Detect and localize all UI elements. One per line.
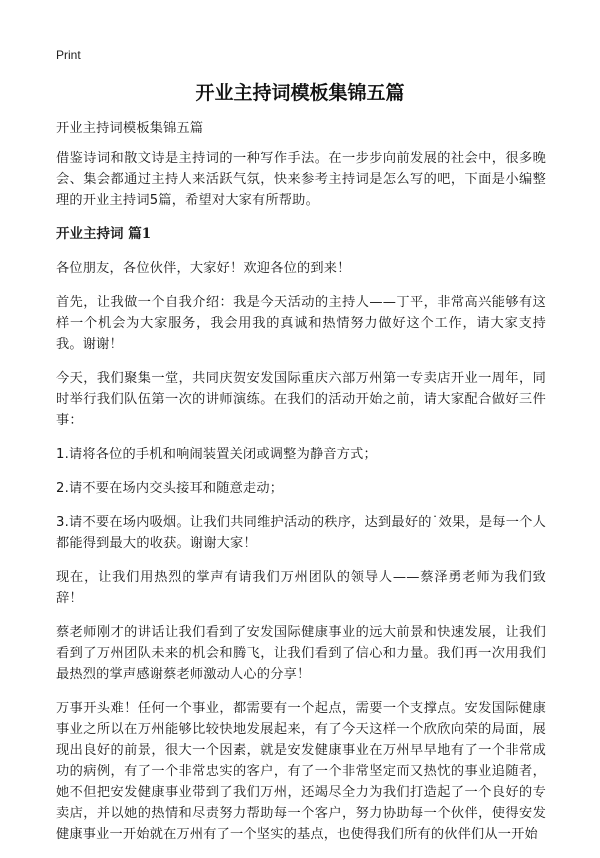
paragraph: 蔡老师刚才的讲话让我们看到了安发国际健康事业的远大前景和快速发展，让我们看到了万州团队未来的机会和腾飞，让我们看到了信心和力量。我们再一次用我们最热烈的掌声感谢蔡老师激动人心的分享！ bbox=[56, 625, 546, 682]
article-subtitle: 开业主持词模板集锦五篇 bbox=[56, 121, 204, 136]
list-item: 2.请不要在场内交头接耳和随意走动； bbox=[56, 481, 284, 496]
page-title: 开业主持词模板集锦五篇 bbox=[195, 82, 405, 104]
paragraph: 现在，让我们用热烈的掌声有请我们万州团队的领导人——蔡泽勇老师为我们致辞！ bbox=[56, 570, 546, 606]
paragraph: 万事开头难！任何一个事业，都需要有一个起点，需要一个支撑点。安发国际健康事业之所以在万州能够比较快地发展起来，有了今天这样一个欣欣向荣的局面，展现出良好的前景，很大一个因素，就是安发健康事业在万州早早地有了一个非常成功的病例，有了一个非常忠实的客户，有了一个非常坚定而又热忱的事业追随者，她不但把安发健康事业带到了我们万州，还竭尽全力为我们打造起了一个良好的专卖店，并以她的热情和尽责努力帮助每一个客户，努力协助每一个伙伴，使得安发健康事业一开始就在万州有了一个坚实的基点，也使得我们所有的伙伴们从一开始 bbox=[56, 701, 546, 842]
article-body bbox=[56, 118, 546, 858]
print-link[interactable]: Print bbox=[56, 48, 81, 62]
intro-paragraph: 借鉴诗词和散文诗是主持词的一种写作手法。在一步步向前发展的社会中，很多晚会、集会都通过主持人来活跃气氛，快来参考主持词是怎么写的吧，下面是小编整理的开业主持词5篇，希望对大家有所帮助。 bbox=[56, 151, 546, 208]
paragraph: 今天，我们聚集一堂，共同庆贺安发国际重庆六部万州第一专卖店开业一周年，同时举行我们队伍第一次的讲师演练。在我们的活动开始之前，请大家配合做好三件事： bbox=[56, 371, 546, 428]
list-item: 1.请将各位的手机和响闹装置关闭或调整为静音方式； bbox=[56, 447, 377, 462]
list-item: 3.请不要在场内吸烟。让我们共同维护活动的秩序，达到最好的˙效果，是每一个人都能得到最大的收获。谢谢大家！ bbox=[56, 515, 546, 551]
paragraph: 首先，让我做一个自我介绍：我是今天活动的主持人——丁平，非常高兴能够有这样一个机会为大家服务，我会用我的真诚和热情努力做好这个工作，请大家支持我。谢谢！ bbox=[56, 295, 546, 352]
paragraph: 各位朋友，各位伙伴，大家好！欢迎各位的到来！ bbox=[56, 261, 351, 276]
section-heading: 开业主持词 篇1 bbox=[56, 226, 152, 242]
